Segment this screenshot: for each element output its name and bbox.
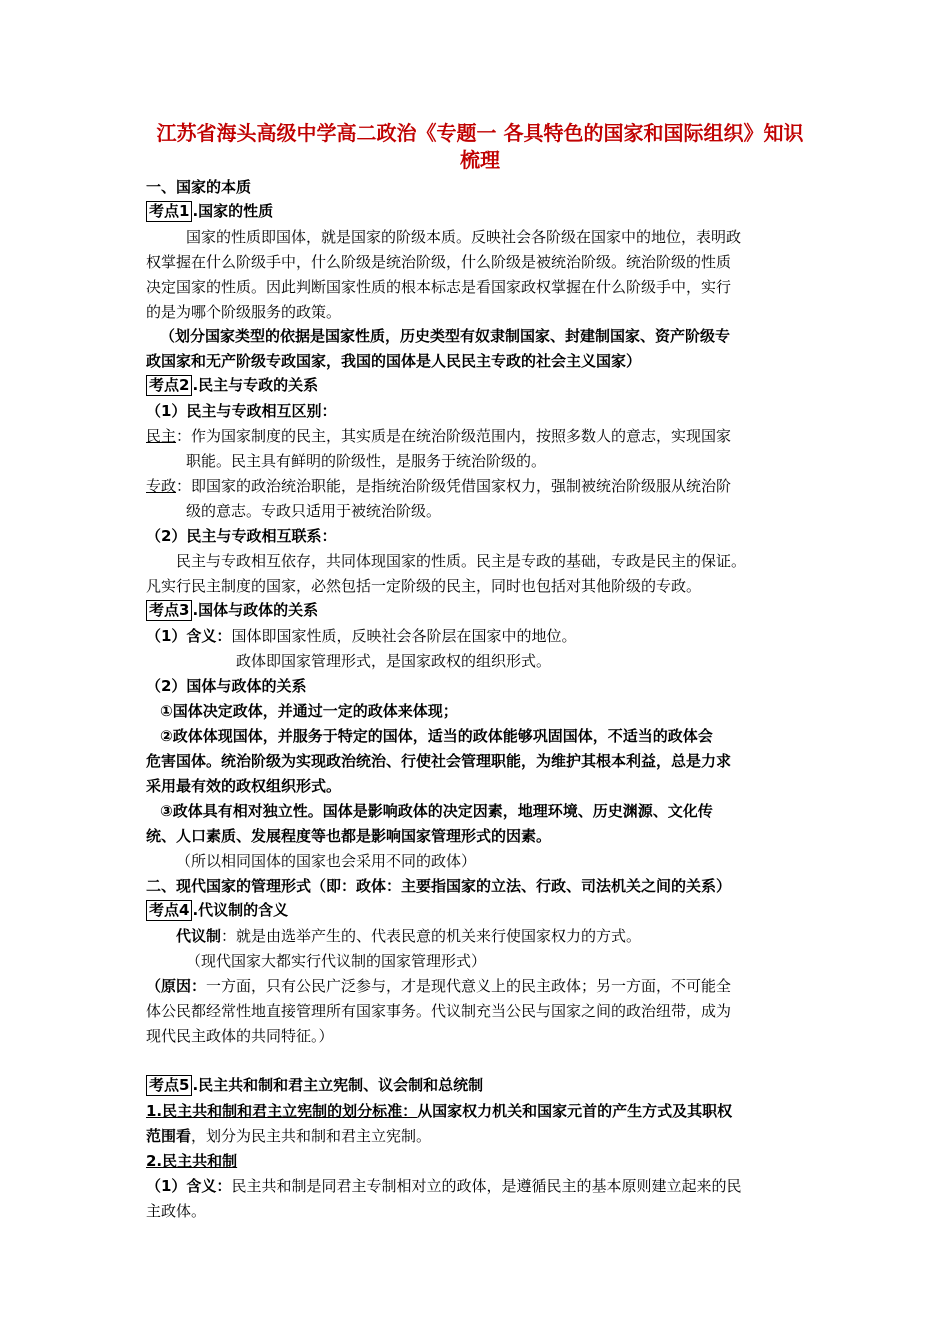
paragraph-line: 凡实行民主制度的国家，必然包括一定阶级的民主，同时也包括对其他阶级的专政。: [146, 577, 702, 595]
paragraph-line: 民主与专政相互依存，共同体现国家的性质。民主是专政的基础，专政是民主的保证。: [176, 552, 747, 570]
minzhu-line: [146, 424, 816, 449]
document-title: 江苏省海头高级中学高二政治《专题一 各具特色的国家和国际组织》知识梳理: [156, 121, 804, 172]
definition-line-2: 政体即国家管理形式，是国家政权的组织形式。: [236, 652, 552, 670]
kaodian-2-title: .民主与专政的关系: [192, 376, 319, 394]
paragraph-line: （划分国家类型的依据是国家性质，历史类型有奴隶制国家、封建制国家、资产阶级专: [160, 327, 731, 345]
note-line: （所以相同国体的国家也会采用不同的政体）: [176, 852, 477, 870]
kaodian-4-heading: [146, 898, 816, 923]
point-line: ②政体体现国体，并服务于特定的国体，适当的政体能够巩固国体，不适当的政体会: [160, 727, 713, 745]
paragraph-line: 决定国家的性质。因此判断国家性质的根本标志是看国家政权掌握在什么阶级手中，实行: [146, 278, 732, 296]
point-line: 采用最有效的政权组织形式。: [146, 777, 342, 795]
paragraph-line: 权掌握在什么阶级手中，什么阶级是统治阶级，什么阶级是被统治阶级。统治阶级的性质: [146, 253, 732, 271]
kaodian-5-box: 考点5: [146, 1075, 192, 1096]
note-line: （现代国家大都实行代议制的国家管理形式）: [186, 952, 487, 970]
definition-label: （1）含义：: [146, 1177, 232, 1195]
definition-line: [146, 1174, 816, 1199]
kaodian-1-heading: [146, 199, 816, 224]
zhuanzheng-term: 专政: [146, 477, 177, 495]
criteria-line: [146, 1099, 816, 1124]
term: 代议制: [176, 927, 222, 945]
minzhu-text: ：作为国家制度的民主，其实质是在统治阶级范围内，按照多数人的意志，实现国家: [176, 427, 732, 445]
subheading: （2）民主与专政相互联系：: [146, 527, 337, 545]
reason-line: 体公民都经常性地直接管理所有国家事务。代议制充当公民与国家之间的政治纽带，成为: [146, 1002, 732, 1020]
paragraph-line: 国家的性质即国体，就是国家的阶级本质。反映社会各阶级在国家中的地位，表明政: [186, 228, 742, 246]
kaodian-2-box: 考点2: [146, 375, 192, 396]
criteria-text: ，划分为民主共和制和君主立宪制。: [191, 1127, 432, 1145]
reason-text: 一方面，只有公民广泛参与，才是现代意义上的民主政体；另一方面，不可能全: [206, 977, 732, 995]
criteria-bold: 范围看: [146, 1127, 192, 1145]
subheading: （2）国体与政体的关系: [146, 677, 307, 695]
minzhu-term: 民主: [146, 427, 177, 445]
definition-line: [176, 924, 846, 949]
kaodian-3-title: .国体与政体的关系: [192, 601, 319, 619]
criteria-text: 从国家权力机关和国家元首的产生方式及其职权: [417, 1102, 733, 1120]
kaodian-4-title: .代议制的含义: [192, 901, 289, 919]
definition-line: [146, 624, 816, 649]
paragraph-line: 的是为哪个阶级服务的政策。: [146, 303, 342, 321]
criteria-line-2: [146, 1124, 816, 1149]
definition-text: ：就是由选举产生的、代表民意的机关来行使国家权力的方式。: [221, 927, 642, 945]
point-line: 统、人口素质、发展程度等也都是影响国家管理形式的因素。: [146, 827, 552, 845]
section-2-heading: 二、现代国家的管理形式（即：政体：主要指国家的立法、行政、司法机关之间的关系）: [146, 877, 732, 895]
zhuanzheng-text: ：即国家的政治统治职能，是指统治阶级凭借国家权力，强制被统治阶级服从统治阶: [176, 477, 732, 495]
reason-label: （原因：: [146, 977, 207, 995]
subsection-heading: 2.民主共和制: [146, 1152, 238, 1170]
point-line: ①国体决定政体，并通过一定的政体来体现；: [160, 702, 458, 720]
reason-line: [146, 974, 816, 999]
kaodian-5-heading: [146, 1073, 816, 1098]
zhuanzheng-line: [146, 474, 816, 499]
kaodian-3-box: 考点3: [146, 600, 192, 621]
criteria-label: 1.民主共和制和君主立宪制的划分标准：: [146, 1102, 418, 1120]
definition-label: （1）含义：: [146, 627, 232, 645]
zhuanzheng-line-2: 级的意志。专政只适用于被统治阶级。: [186, 502, 442, 520]
kaodian-1-title: .国家的性质: [192, 202, 274, 220]
kaodian-5-title: .民主共和制和君主立宪制、议会制和总统制: [192, 1076, 484, 1094]
subheading: （1）民主与专政相互区别：: [146, 402, 337, 420]
definition-text: 国体即国家性质，反映社会各阶层在国家中的地位。: [231, 627, 577, 645]
kaodian-2-heading: [146, 373, 816, 398]
point-line: ③政体具有相对独立性。国体是影响政体的决定因素，地理环境、历史渊源、文化传: [160, 802, 713, 820]
kaodian-1-box: 考点1: [146, 201, 192, 222]
point-line: 危害国体。统治阶级为实现政治统治、行使社会管理职能，为维护其根本利益，总是力求: [146, 752, 732, 770]
section-1-heading: 一、国家的本质: [146, 178, 252, 196]
kaodian-4-box: 考点4: [146, 900, 192, 921]
definition-line-2: 主政体。: [146, 1202, 207, 1220]
paragraph-line: 政国家和无产阶级专政国家，我国的国体是人民民主专政的社会主义国家）: [146, 352, 642, 370]
kaodian-3-heading: [146, 598, 816, 623]
reason-line: 现代民主政体的共同特征。）: [146, 1027, 334, 1045]
minzhu-line-2: 职能。民主具有鲜明的阶级性，是服务于统治阶级的。: [186, 452, 547, 470]
definition-text: 民主共和制是同君主专制相对立的政体，是遵循民主的基本原则建立起来的民: [231, 1177, 742, 1195]
